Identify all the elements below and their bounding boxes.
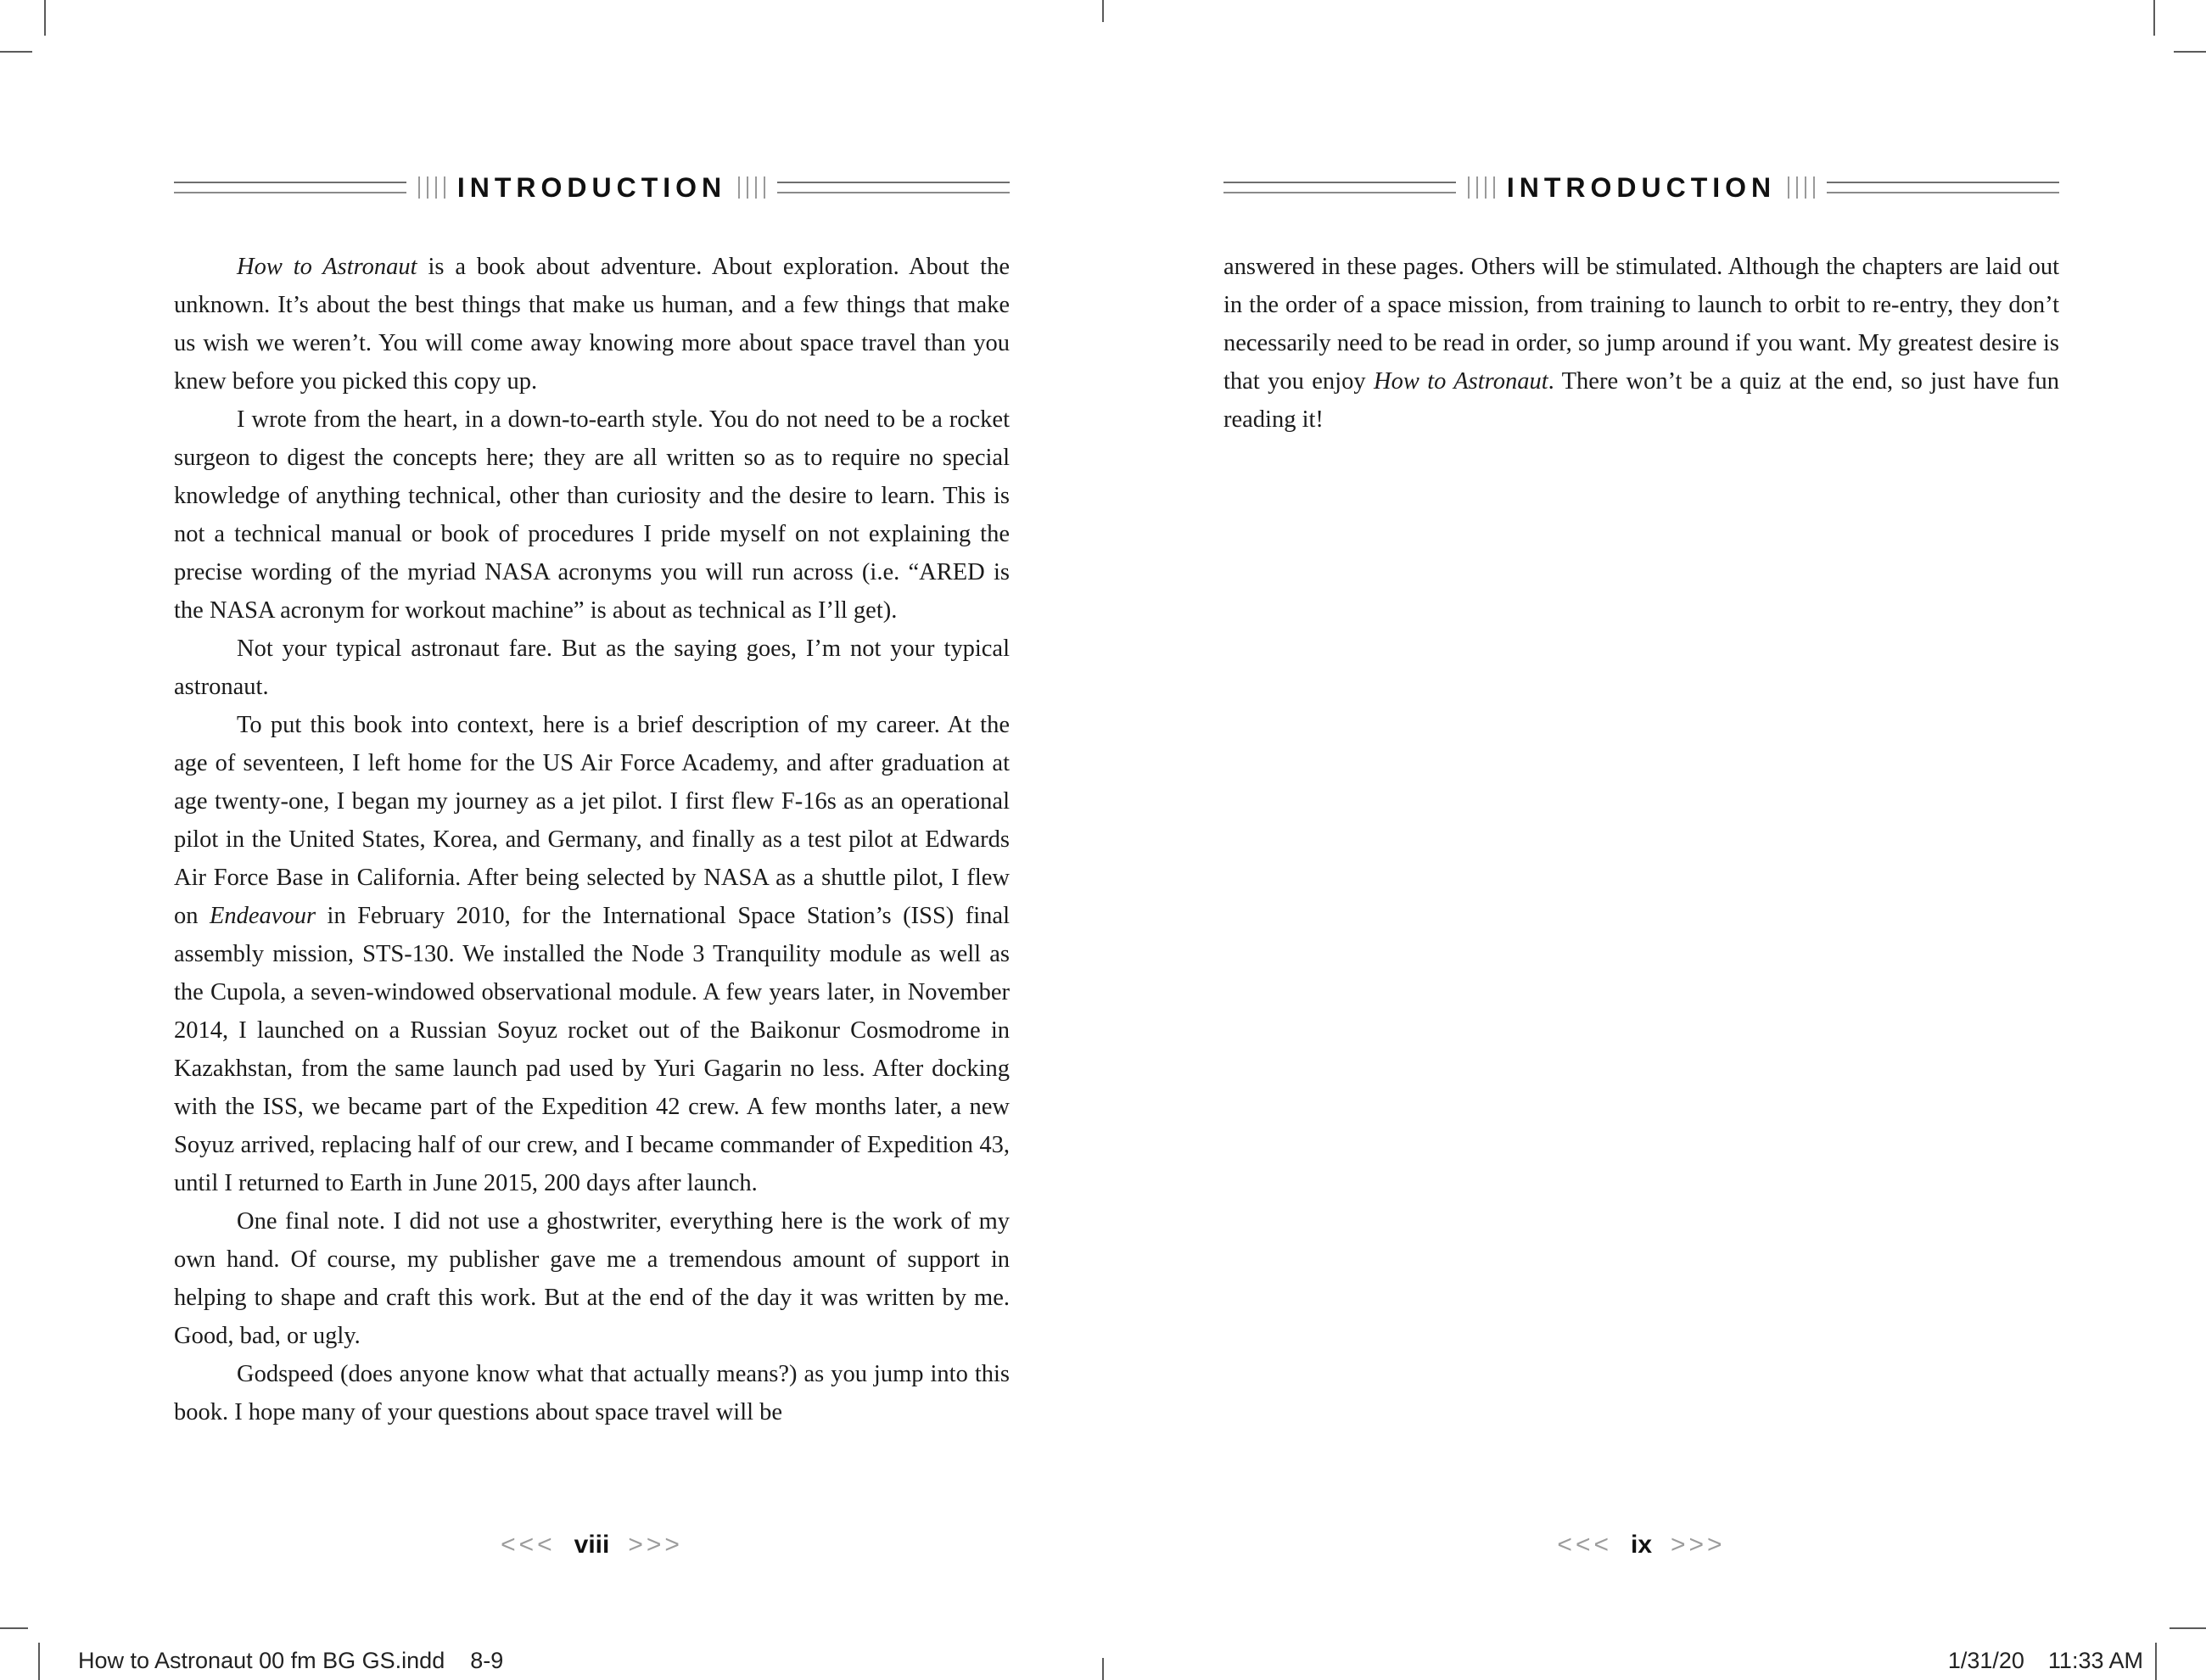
paragraph [174, 706, 1010, 1202]
next-chevrons-ornament: >>> [628, 1531, 683, 1559]
header-ticks-ornament [418, 176, 445, 199]
tick-icon [738, 176, 740, 199]
tick-icon [764, 176, 765, 199]
crop-mark-top-right-vertical [2153, 0, 2155, 36]
slug-filename: How to Astronaut 00 fm BG GS.indd [78, 1648, 445, 1673]
paragraph [174, 1202, 1010, 1355]
left-body-text [174, 248, 1010, 1431]
paragraph [174, 1355, 1010, 1431]
next-chevrons-ornament: >>> [1671, 1531, 1726, 1559]
text-run: I wrote from the heart, in a down-to-earth style. You do not need to be a rocket surgeon to digest the concepts here; they are all written so as to require no special knowledge of anything technical, other than curiosity and the desire to learn. This is not a technical manual or book of procedures I pride myself on not explaining the precise wording of the myriad NASA acronyms you will run across (i.e. “ARED is the NASA acronym for workout machine” is about as technical as I’ll get). [174, 406, 1010, 624]
prev-chevrons-ornament: <<< [1557, 1531, 1612, 1559]
header-ticks-ornament [738, 176, 765, 199]
text-run: One final note. I did not use a ghostwriter, everything here is the work of my own hand. Of course, my publisher gave me a tremendous amount of support in helping to shape and craft this work. But at the end of the day it was written by me. Good, bad, or ugly. [174, 1208, 1010, 1349]
text-run: is a book about adventure. About exploration. About the unknown. It’s about the best things that make us human, and a few things that make us wish we weren’t. You will come away knowing more about space travel than you knew before you picked this copy up. [174, 254, 1010, 395]
folio-number: viii [574, 1531, 610, 1559]
header-ticks-ornament [1788, 176, 1815, 199]
text-run: . There won’t be a quiz at the end, so just have fun reading it! [1223, 368, 2059, 433]
proof-slug-footer [0, 1644, 2206, 1680]
left-page-number [174, 1526, 1010, 1565]
tick-icon [747, 176, 748, 199]
text-run: in February 2010, for the International Space Station’s (ISS) final assembly mission, STS-130. We installed the Node 3 Tranquility module as well as the Cupola, a seven-windowed observational module. A few years later, in November 2014, I launched on a Russian Soyuz rocket out of the Baikonur Cosmodrome in Kazakhstan, from the same launch pad used by Yuri Gagarin no less. After docking with the ISS, we became part of the Expedition 42 crew. A few months later, a new Soyuz arrived, replacing half of our crew, and I became commander of Expedition 43, until I returned to Earth in June 2015, 200 days after launch. [174, 903, 1011, 1196]
paragraph [1223, 248, 2059, 439]
paragraph [174, 400, 1010, 630]
tick-icon [1476, 176, 1478, 199]
header-double-rule-left [174, 182, 406, 193]
header-ticks-ornament [1468, 176, 1495, 199]
tick-icon [1813, 176, 1815, 199]
text-run: To put this book into context, here is a brief description of my career. At the age of seventeen, I left home for the US Air Force Academy, and after graduation at age twenty-one, I began my journey as a jet pilot. I first flew F-16s as an operational pilot in the United States, Korea, and Germany, and finally as a test pilot at Edwards Air Force Base in California. After being selected by NASA as a shuttle pilot, I flew on [174, 712, 1010, 929]
text-run: Not your typical astronaut fare. But as the saying goes, I’m not your typical astronaut. [174, 636, 1010, 700]
italic-text-run: How to Astronaut [1373, 368, 1548, 395]
text-run: Godspeed (does anyone know what that actually means?) as you jump into this book. I hope many of your questions about space travel will be [174, 1361, 1010, 1425]
left-page [174, 0, 1010, 1680]
header-double-rule-right [777, 182, 1010, 193]
crop-mark-top-center [1102, 0, 1104, 22]
crop-mark-bottom-left-horizontal [0, 1627, 28, 1629]
crop-mark-top-right-horizontal [2174, 51, 2206, 53]
tick-icon [435, 176, 437, 199]
crop-mark-top-left-horizontal [0, 51, 32, 53]
tick-icon [1493, 176, 1495, 199]
chapter-title: INTRODUCTION [1506, 171, 1777, 203]
italic-text-run: How to Astronaut [237, 254, 417, 280]
header-double-rule-left [1223, 182, 1456, 193]
tick-icon [755, 176, 757, 199]
tick-icon [1468, 176, 1470, 199]
right-page [1223, 0, 2059, 1680]
slug-date: 1/31/20 [1947, 1648, 2024, 1673]
tick-icon [1796, 176, 1798, 199]
tick-icon [427, 176, 428, 199]
tick-icon [1485, 176, 1487, 199]
text-run: answered in these pages. Others will be stimulated. Although the chapters are laid out in the order of a space mission, from training to launch to orbit to re-entry, they don’t necessarily need to be read in order, so jump around if you want. My greatest desire is that you enjoy [1223, 254, 2059, 395]
folio-number: ix [1630, 1531, 1653, 1559]
crop-mark-top-left-vertical [44, 0, 46, 36]
italic-text-run: Endeavour [210, 903, 316, 929]
paragraph [174, 630, 1010, 706]
slug-sheet-number: 8-9 [470, 1648, 504, 1673]
right-page-number [1223, 1526, 2059, 1565]
left-chapter-header [174, 168, 1010, 207]
tick-icon [1805, 176, 1806, 199]
slug-time: 11:33 AM [2047, 1648, 2143, 1673]
slug-filename-group [78, 1648, 503, 1674]
tick-icon [444, 176, 445, 199]
prev-chevrons-ornament: <<< [501, 1531, 556, 1559]
right-body-text [1223, 248, 2059, 439]
slug-timestamp-group [1948, 1648, 2143, 1674]
paragraph [174, 248, 1010, 400]
tick-icon [1788, 176, 1789, 199]
chapter-title: INTRODUCTION [456, 171, 727, 203]
header-double-rule-right [1827, 182, 2059, 193]
tick-icon [418, 176, 420, 199]
right-chapter-header [1223, 168, 2059, 207]
crop-mark-bottom-right-horizontal [2170, 1627, 2206, 1629]
